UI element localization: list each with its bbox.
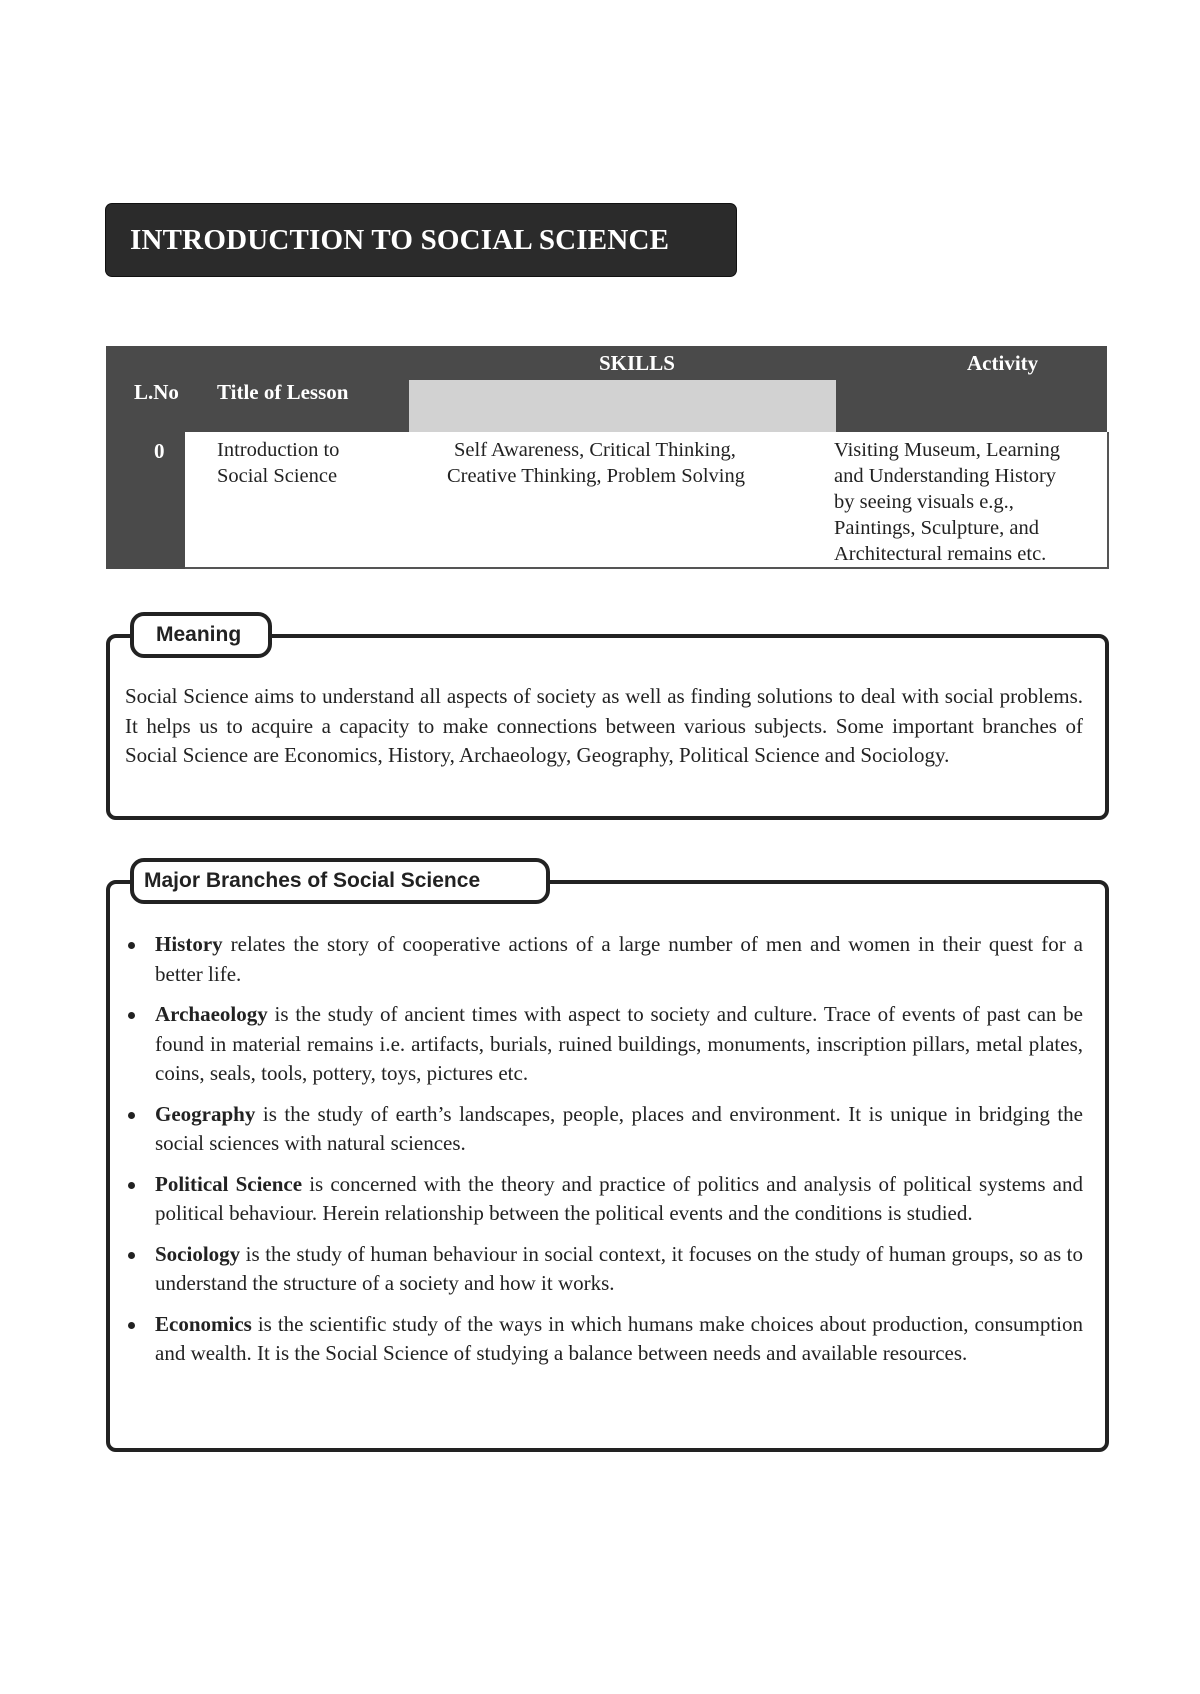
bullet-icon <box>128 1182 135 1189</box>
list-item <box>125 1100 1083 1159</box>
bullet-icon <box>128 1012 135 1019</box>
branch-text: is the study of ancient times with aspect to society and culture. Trace of events of past can be found in material remains i.e. artifacts, burials, ruined buildings, monuments, inscription pillars, metal plates, coins, seals, tools, pottery, toys, pictures etc. <box>155 1002 1083 1085</box>
row-activity-line: Paintings, Sculpture, and <box>834 517 1039 539</box>
row-activity-line: Visiting Museum, Learning <box>834 439 1060 461</box>
row-skills-line: Self Awareness, Critical Thinking, <box>454 439 736 461</box>
row-skills-line: Creative Thinking, Problem Solving <box>447 465 745 487</box>
bullet-icon <box>128 1322 135 1329</box>
row-activity-line: by seeing visuals e.g., <box>834 491 1014 513</box>
header-title: Title of Lesson <box>217 380 349 404</box>
branch-term: Geography <box>155 1101 256 1126</box>
row-title-line: Social Science <box>217 465 338 487</box>
branch-text: is the scientific study of the ways in which humans make choices about production, consumption and wealth. It is the Social Science of studying a balance between needs and available resources. <box>155 1311 1083 1365</box>
lno-column <box>106 432 185 569</box>
list-item <box>125 930 1083 989</box>
bullet-icon <box>128 1112 135 1119</box>
chapter-title: INTRODUCTION TO SOCIAL SCIENCE <box>130 223 670 256</box>
list-item <box>125 1170 1083 1229</box>
branch-term: Economics <box>155 1311 252 1336</box>
header-lno: L.No <box>134 380 179 404</box>
meaning-text: Social Science aims to understand all aspects of society as well as finding solutions to deal with social problems. It helps us to acquire a capacity to make connections between various subjects. Some important branches of Social Science are Economics, History, Archaeology, Geography, Political Science and Sociology. <box>125 684 1083 767</box>
branch-term: Political Science <box>155 1171 303 1196</box>
row-skills <box>447 437 745 489</box>
skills-header-shade <box>409 380 836 432</box>
bullet-icon <box>128 1252 135 1259</box>
branch-text: is the study of earth’s landscapes, people, places and environment. It is unique in bridging the social sciences with natural sciences. <box>155 1101 1083 1155</box>
branches-heading: Major Branches of Social Science <box>130 858 550 904</box>
list-item <box>125 1000 1083 1089</box>
branch-term: Archaeology <box>155 1002 268 1026</box>
branches-list <box>125 930 1083 1380</box>
branch-text: is concerned with the theory and practice of politics and analysis of political systems and political behaviour. Herein relationship between the political events and the conditions is studied. <box>155 1171 1083 1225</box>
branch-term: History <box>155 932 223 956</box>
row-activity-line: Architectural remains etc. <box>834 543 1047 565</box>
row-activity-line: and Understanding History <box>834 465 1057 487</box>
row-title <box>217 437 339 489</box>
row-lno: 0 <box>154 439 165 463</box>
header-activity: Activity <box>967 351 1039 375</box>
chapter-title-banner <box>106 204 736 276</box>
branch-text: is the study of human behaviour in social context, it focuses on the study of human groups, so as to understand the structure of a society and how it works. <box>155 1241 1083 1295</box>
meaning-heading: Meaning <box>130 612 272 658</box>
lesson-table <box>106 346 1107 569</box>
header-skills: SKILLS <box>599 351 675 375</box>
branch-term: Sociology <box>155 1241 241 1266</box>
row-activity <box>834 437 1060 567</box>
bullet-icon <box>128 942 135 949</box>
branch-text: relates the story of cooperative actions of a large number of men and women in their quest for a better life. <box>155 932 1083 986</box>
row-title-line: Introduction to <box>217 439 340 461</box>
list-item <box>125 1310 1083 1369</box>
list-item <box>125 1240 1083 1299</box>
